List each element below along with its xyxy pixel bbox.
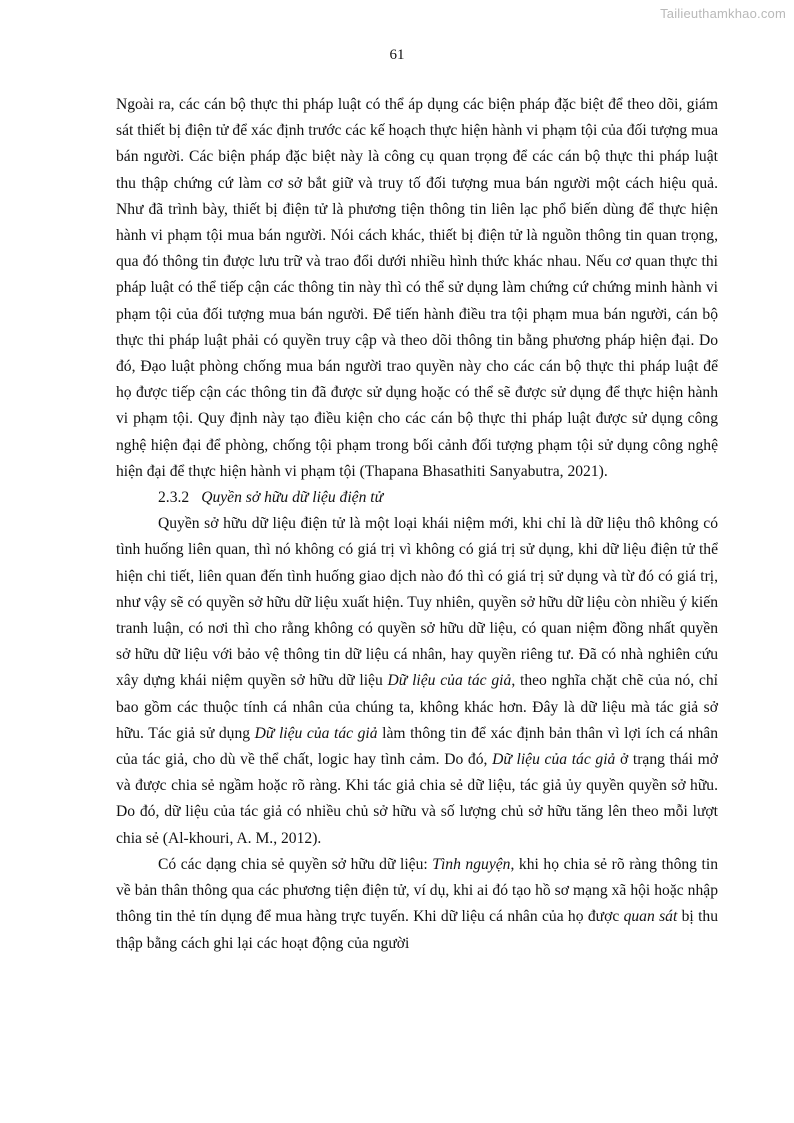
paragraph-3-text-3: bị thu thập bằng cách ghi lại các hoạt động của người [116, 908, 718, 952]
paragraph-2-text-2: , theo nghĩa chặt chẽ của nó, chỉ bao gồm các thuộc tính cá nhân của chúng ta, không khác hơn. Đây là dữ liệu mà tác giả sở hữu. Tác giả sử dụng [116, 672, 718, 742]
watermark-text: Tailieuthamkhao.com [660, 6, 786, 21]
paragraph-3-text-1: Có các dạng chia sẻ quyền sở hữu dữ liệu: [158, 855, 433, 873]
paragraph-3-emphasis-2: quan sát [623, 908, 678, 926]
paragraph-3 [116, 852, 718, 957]
paragraph-2-emphasis-1: Dữ liệu của tác giả [387, 672, 512, 690]
section-title: Quyền sở hữu dữ liệu điện tử [201, 489, 384, 507]
paragraph-1: Ngoài ra, các cán bộ thực thi pháp luật có thể áp dụng các biện pháp đặc biệt để theo dõi, giám sát thiết bị điện tử để xác định trước các kế hoạch thực hiện hành vi phạm tội của đối tượng mua bán người. Các biện pháp đặc biệt này là công cụ quan trọng để các cán bộ thực thi pháp luật thu thập chứng cứ làm cơ sở bắt giữ và truy tố đối tượng mua bán người một cách hiệu quả. Như đã trình bày, thiết bị điện tử là phương tiện thông tin liên lạc phổ biến dùng để thực hiện hành vi phạm tội mua bán người. Nói cách khác, thiết bị điện tử là nguồn thông tin quan trọng, qua đó thông tin được lưu trữ và trao đổi dưới nhiều hình thức khác nhau. Nếu cơ quan thực thi pháp luật có thể tiếp cận các thông tin này thì có thể sử dụng làm chứng cứ chứng minh hành vi phạm tội của đối tượng mua bán người. Để tiến hành điều tra tội phạm mua bán người, cán bộ thực thi pháp luật phải có quyền truy cập và theo dõi thông tin bằng phương pháp hiện đại. Do đó, Đạo luật phòng chống mua bán người trao quyền này cho các cán bộ thực thi pháp luật để họ được tiếp cận các thông tin đã được sử dụng hoặc có thể sẽ được sử dụng để thực hiện hành vi phạm tội. Quy định này tạo điều kiện cho các cán bộ thực thi pháp luật được sử dụng công nghệ hiện đại để phòng, chống tội phạm trong bối cảnh đối tượng phạm tội sử dụng công nghệ hiện đại để thực hiện hành vi phạm tội (Thapana Bhasathiti Sanyabutra, 2021). [116, 96, 718, 480]
paragraph-2 [116, 511, 718, 852]
paragraph-2-text-3: làm thông tin để xác định bản thân vì lợi ích cá nhân của tác giả, cho dù về thể chất, logic hay tình cảm. Do đó, [116, 724, 719, 769]
paragraph-2-emphasis-2: Dữ liệu của tác giả [254, 724, 378, 742]
document-body [116, 92, 718, 957]
paragraph-2-text-1: Quyền sở hữu dữ liệu điện tử là một loại khái niệm mới, khi chỉ là dữ liệu thô không có tình huống liên quan, thì nó không có giá trị vì không có giá trị sử dụng, khi dữ liệu điện tử thể hiện chi tiết, liên quan đến tình huống giao dịch nào đó thì có giá trị sử dụng và từ đó có giá trị, như vậy sẽ có quyền sở hữu dữ liệu xuất hiện. Tuy nhiên, quyền sở hữu dữ liệu còn nhiều ý kiến tranh luận, có nơi thì cho rằng không có quyền sở hữu dữ liệu, có quan niệm đồng nhất quyền sở hữu dữ liệu với bảo vệ thông tin dữ liệu cá nhân, hay quyền riêng tư. Đã có nhà nghiên cứu xây dựng khái niệm quyền sở hữu dữ liệu [116, 515, 718, 690]
paragraph-3-text-2: , khi họ chia sẻ rõ ràng thông tin về bản thân thông qua các phương tiện điện tử, ví dụ, khi ai đó tạo hồ sơ mạng xã hội hoặc nhập thông tin thẻ tín dụng để mua hàng trực tuyến. Khi dữ liệu cá nhân của họ được [116, 855, 719, 926]
page-number: 61 [389, 47, 405, 63]
section-number: 2.3.2 [158, 489, 190, 507]
section-heading [116, 485, 718, 511]
paragraph-3-emphasis-1: Tình nguyện [432, 855, 511, 873]
paragraph-2-emphasis-3: Dữ liệu của tác giả [492, 751, 616, 769]
paragraph-2-text-4: ở trạng thái mở và được chia sẻ ngầm hoặc rõ ràng. Khi tác giả chia sẻ dữ liệu, tác giả ủy quyền quyền sở hữu. Do đó, dữ liệu của tác giả có nhiều chủ sở hữu và số lượng chủ sở hữu tăng lên theo mỗi lượt chia sẻ (Al-khouri, A. M., 2012). [116, 751, 718, 847]
